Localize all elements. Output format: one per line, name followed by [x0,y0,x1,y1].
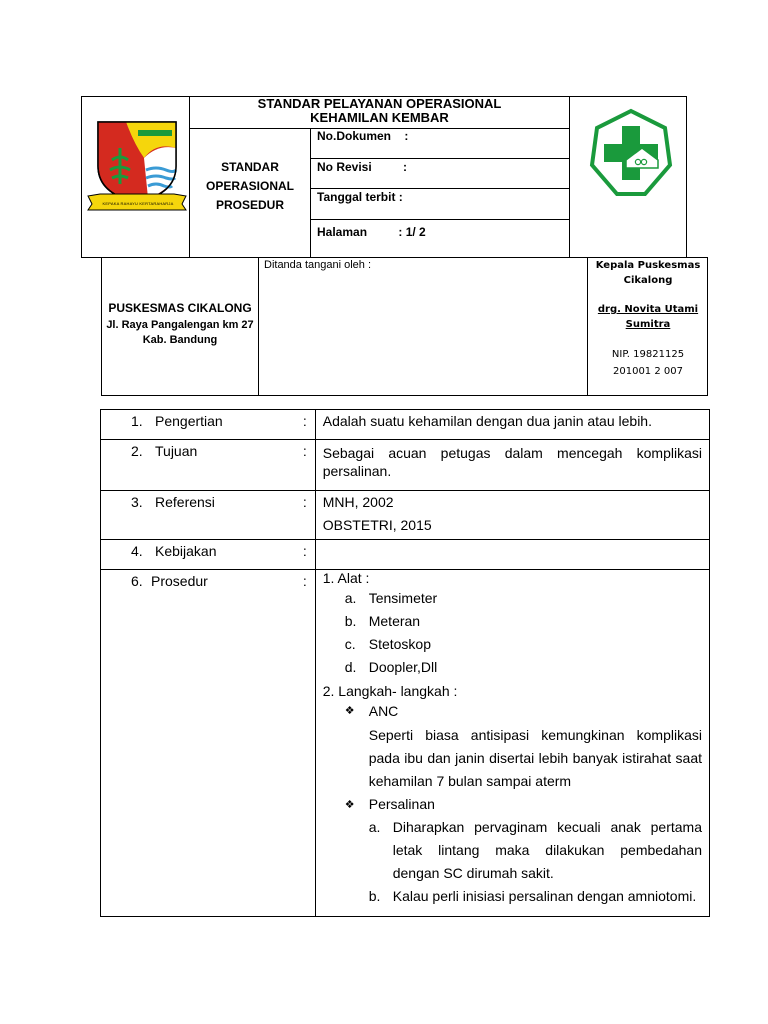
list-marker: b. [344,613,357,629]
field-label: No Revisi [317,160,372,174]
field-sep: : [403,160,408,174]
header-divider [310,219,570,220]
list-item [323,587,702,610]
list-item [323,793,702,816]
row-label-cell [101,410,316,440]
field-label: Tanggal terbit : [317,190,403,204]
field-label: No.Dokumen [317,129,392,143]
row-label-cell [101,440,316,491]
row-colon: : [302,443,307,459]
field-sep: : 1/ 2 [398,225,426,239]
list-text: Stetoskop [368,636,431,652]
list-marker: d. [344,659,357,675]
header-divider [310,128,311,258]
anc-title: ANC [368,703,399,719]
list-text: Diharapkan pervaginam kecuali anak pertama letak lintang maka dilakukan pembedahan dengan SC dirumah sakit. [392,819,702,881]
langkah-heading: 2. Langkah- langkah : [322,683,458,699]
row-colon: : [302,494,307,510]
row-value-cell [315,540,709,570]
row-value: Sebagai acuan petugas dalam mencegah komplikasi persalinan. [322,445,702,479]
row-colon: : [302,413,307,429]
head-name-1: drg. Novita Utami [597,304,699,315]
row-label: Tujuan [155,443,198,459]
row-number: 4. [131,543,143,559]
table-row [101,540,710,570]
head-title-2: Cikalong [623,275,673,286]
list-marker: b. [368,888,381,904]
list-marker: a. [344,590,357,606]
head-signature-block [588,257,708,380]
persalinan-title: Persalinan [368,796,435,812]
row-value-1: MNH, 2002 [322,494,394,510]
head-name-2: Sumitra [625,319,671,330]
row-value: Adalah suatu kehamilan dengan dua janin atau lebih. [322,413,652,429]
list-text: Doopler,Dll [368,659,438,675]
row-label: Prosedur [151,573,208,589]
prosedur-cell [315,570,709,917]
row-value-cell [315,491,709,540]
bandung-regency-crest-icon [86,118,188,212]
organization-address-2: Kab. Bandung [142,334,218,346]
organization-block [101,299,259,347]
row-value-2: OBSTETRI, 2015 [322,517,432,533]
sop-label [190,158,310,215]
title-line-1: STANDAR PELAYANAN OPERASIONAL [257,96,502,111]
list-marker: a. [368,819,381,835]
list-item [323,633,702,656]
field-sep: : [404,129,409,143]
list-text: Kalau perli inisiasi persalinan dengan amniotomi. [392,888,697,904]
list-text: Meteran [368,613,421,629]
head-nip-1: NIP. 19821125 [611,349,685,360]
field-label: Halaman [317,225,368,239]
list-marker: c. [344,636,356,652]
sop-line-2: OPERASIONAL [205,179,294,193]
row-colon: : [302,543,307,559]
row-number: 6. [131,573,143,589]
list-text: Tensimeter [368,590,438,606]
field-tanggal-terbit [317,189,403,205]
bullet-icon: ❖ [344,798,355,811]
document-title [190,97,569,125]
sop-line-3: PROSEDUR [215,198,284,212]
organization-address-1: Jl. Raya Pangalengan km 27 [106,319,254,331]
list-item [323,610,702,633]
list-item [323,703,702,719]
organization-name: PUSKESMAS CIKALONG [108,301,252,315]
row-label: Pengertian [155,413,223,429]
row-label: Referensi [155,494,215,510]
sop-line-1: STANDAR [221,160,279,174]
puskesmas-cross-icon [586,108,676,198]
bullet-icon: ❖ [344,704,355,717]
field-no-revisi [317,159,407,175]
row-number: 3. [131,494,143,510]
list-item [323,816,702,885]
row-label-cell [101,570,316,917]
head-title-1: Kepala Puskesmas [595,260,701,271]
row-number: 2. [131,443,143,459]
list-item [323,656,702,679]
row-label: Kebijakan [155,543,217,559]
signed-by-label: Ditanda tangani oleh : [264,259,372,271]
table-row [101,570,710,917]
table-row [101,410,710,440]
row-value-cell [315,440,709,491]
title-line-2: KEHAMILAN KEMBAR [310,110,449,125]
field-no-dokumen [317,128,408,144]
crest-banner-text: KEPAKA RAHAYU KERTARAHARJA [102,201,174,206]
table-row [101,440,710,491]
alat-heading: 1. Alat : [322,570,370,586]
row-label-cell [101,491,316,540]
row-number: 1. [131,413,143,429]
row-value-cell [315,410,709,440]
row-label-cell [101,540,316,570]
sop-content-table [100,409,710,917]
field-halaman [317,224,426,240]
head-nip-2: 201001 2 007 [613,366,683,377]
row-colon: : [302,573,307,589]
table-row [101,491,710,540]
header-divider [569,96,570,258]
anc-text: Seperti biasa antisipasi kemungkinan komplikasi pada ibu dan janin disertai lebih banyak istirahat saat kehamilan 7 bulan sampai aterm [368,727,702,789]
list-item [323,885,702,908]
